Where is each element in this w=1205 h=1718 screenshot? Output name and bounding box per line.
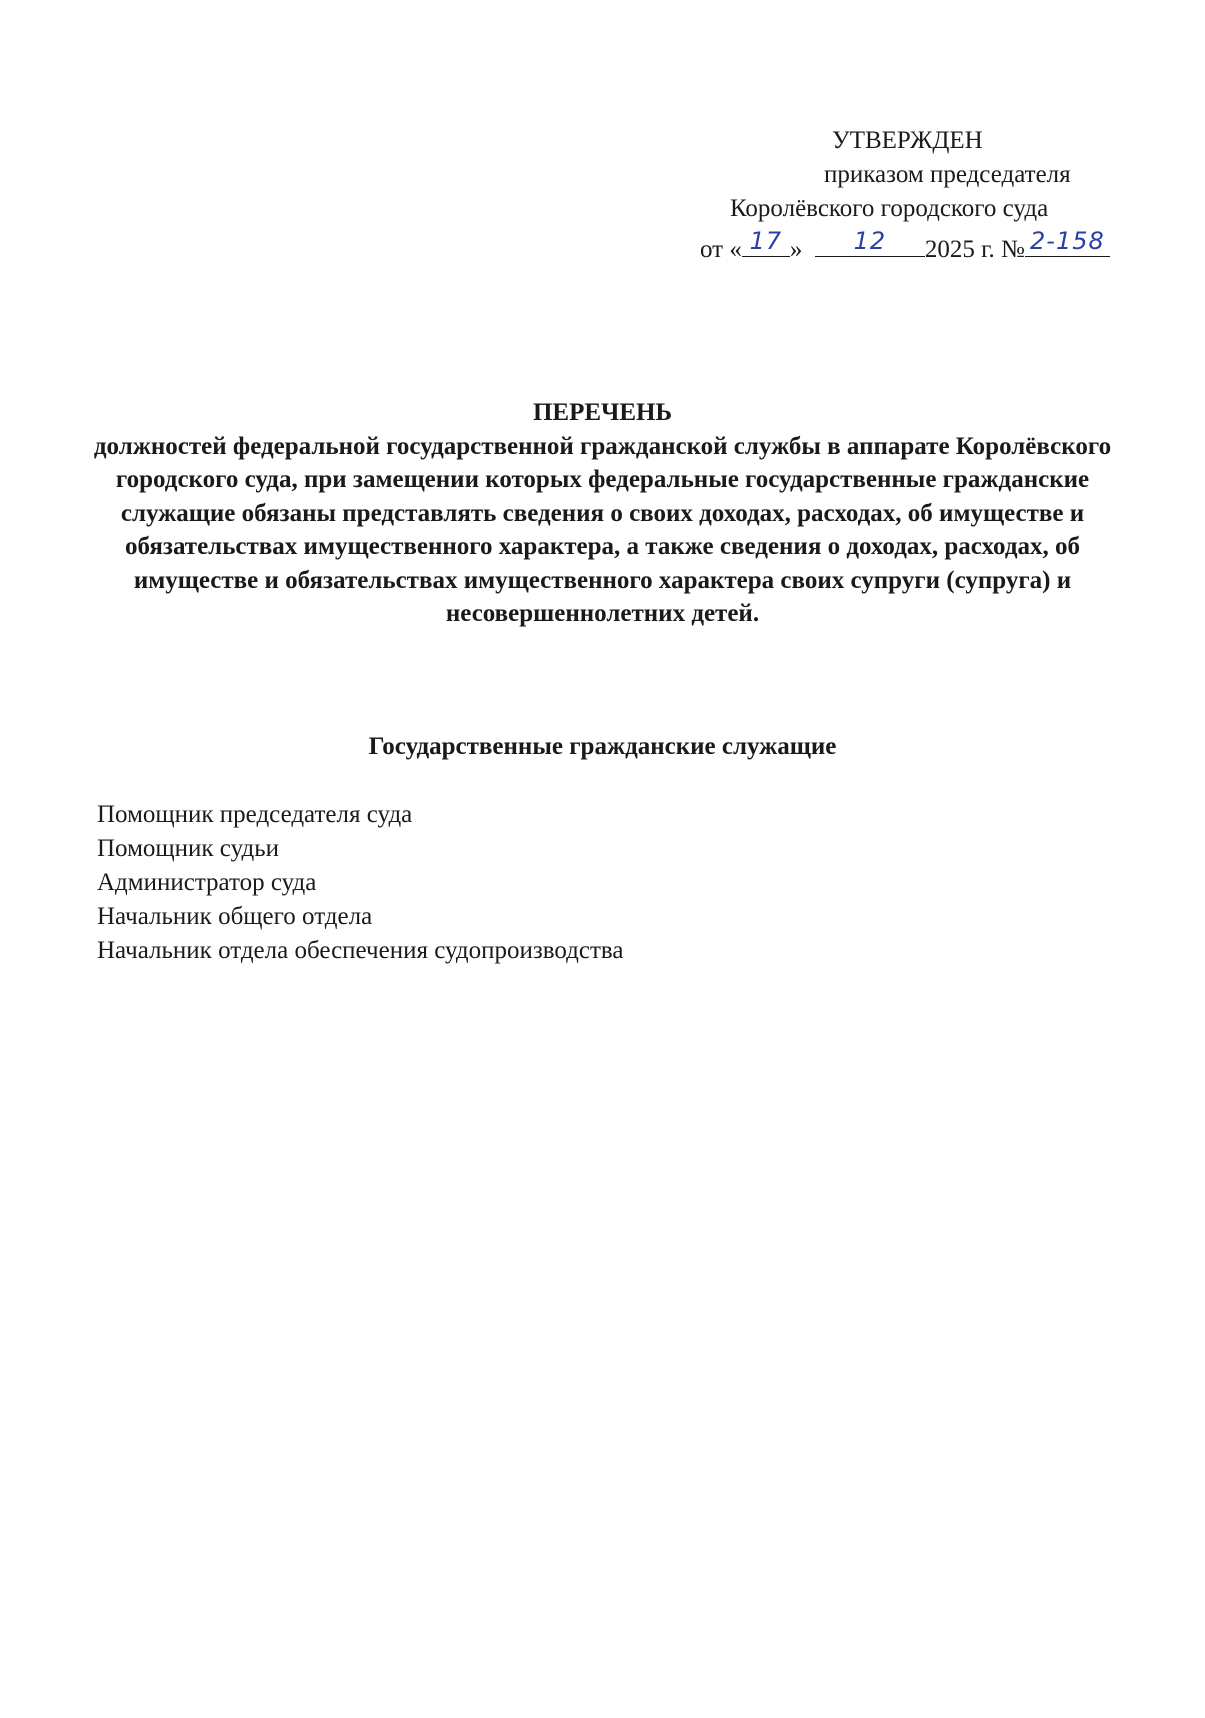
handwritten-day: 17 [749, 227, 783, 255]
court-line: Королёвского городского суда [730, 195, 1049, 222]
document-description: должностей федеральной государственной гражданской службы в аппарате Королёвского городского суда, при замещении которых федеральные государственные гражданские служащие обязаны представлять сведения о своих доходах, расходах, об имуществе и обязательствах имущественного характера, а также сведения о доходах, расходах, об имуществе и обязательствах имущественного характера своих супруги (супруга) и несовершеннолетних детей. [93, 432, 1112, 627]
position-item: Помощник судьи [97, 835, 279, 862]
document-title-block [90, 396, 1115, 631]
handwritten-month: 12 [853, 227, 887, 255]
position-item: Начальник общего отдела [97, 903, 373, 930]
date-prefix: от « [700, 236, 742, 263]
number-blank [1025, 228, 1110, 257]
handwritten-order-number: 2-158 [1030, 227, 1105, 255]
position-item: Администратор суда [97, 869, 317, 896]
date-mid: » [789, 236, 803, 263]
year-text: 2025 г. № [924, 236, 1025, 263]
order-date-line [700, 228, 1110, 267]
section-heading: Государственные гражданские служащие [368, 733, 837, 760]
document-heading: ПЕРЕЧЕНЬ [532, 399, 673, 426]
order-line: приказом председателя [824, 161, 1071, 188]
month-blank [815, 228, 925, 257]
day-blank [742, 228, 790, 257]
position-item: Начальник отдела обеспечения судопроизводства [97, 937, 624, 964]
position-item: Помощник председателя суда [97, 801, 413, 828]
approved-label: УТВЕРЖДЕН [832, 127, 983, 154]
positions-list [97, 798, 623, 968]
